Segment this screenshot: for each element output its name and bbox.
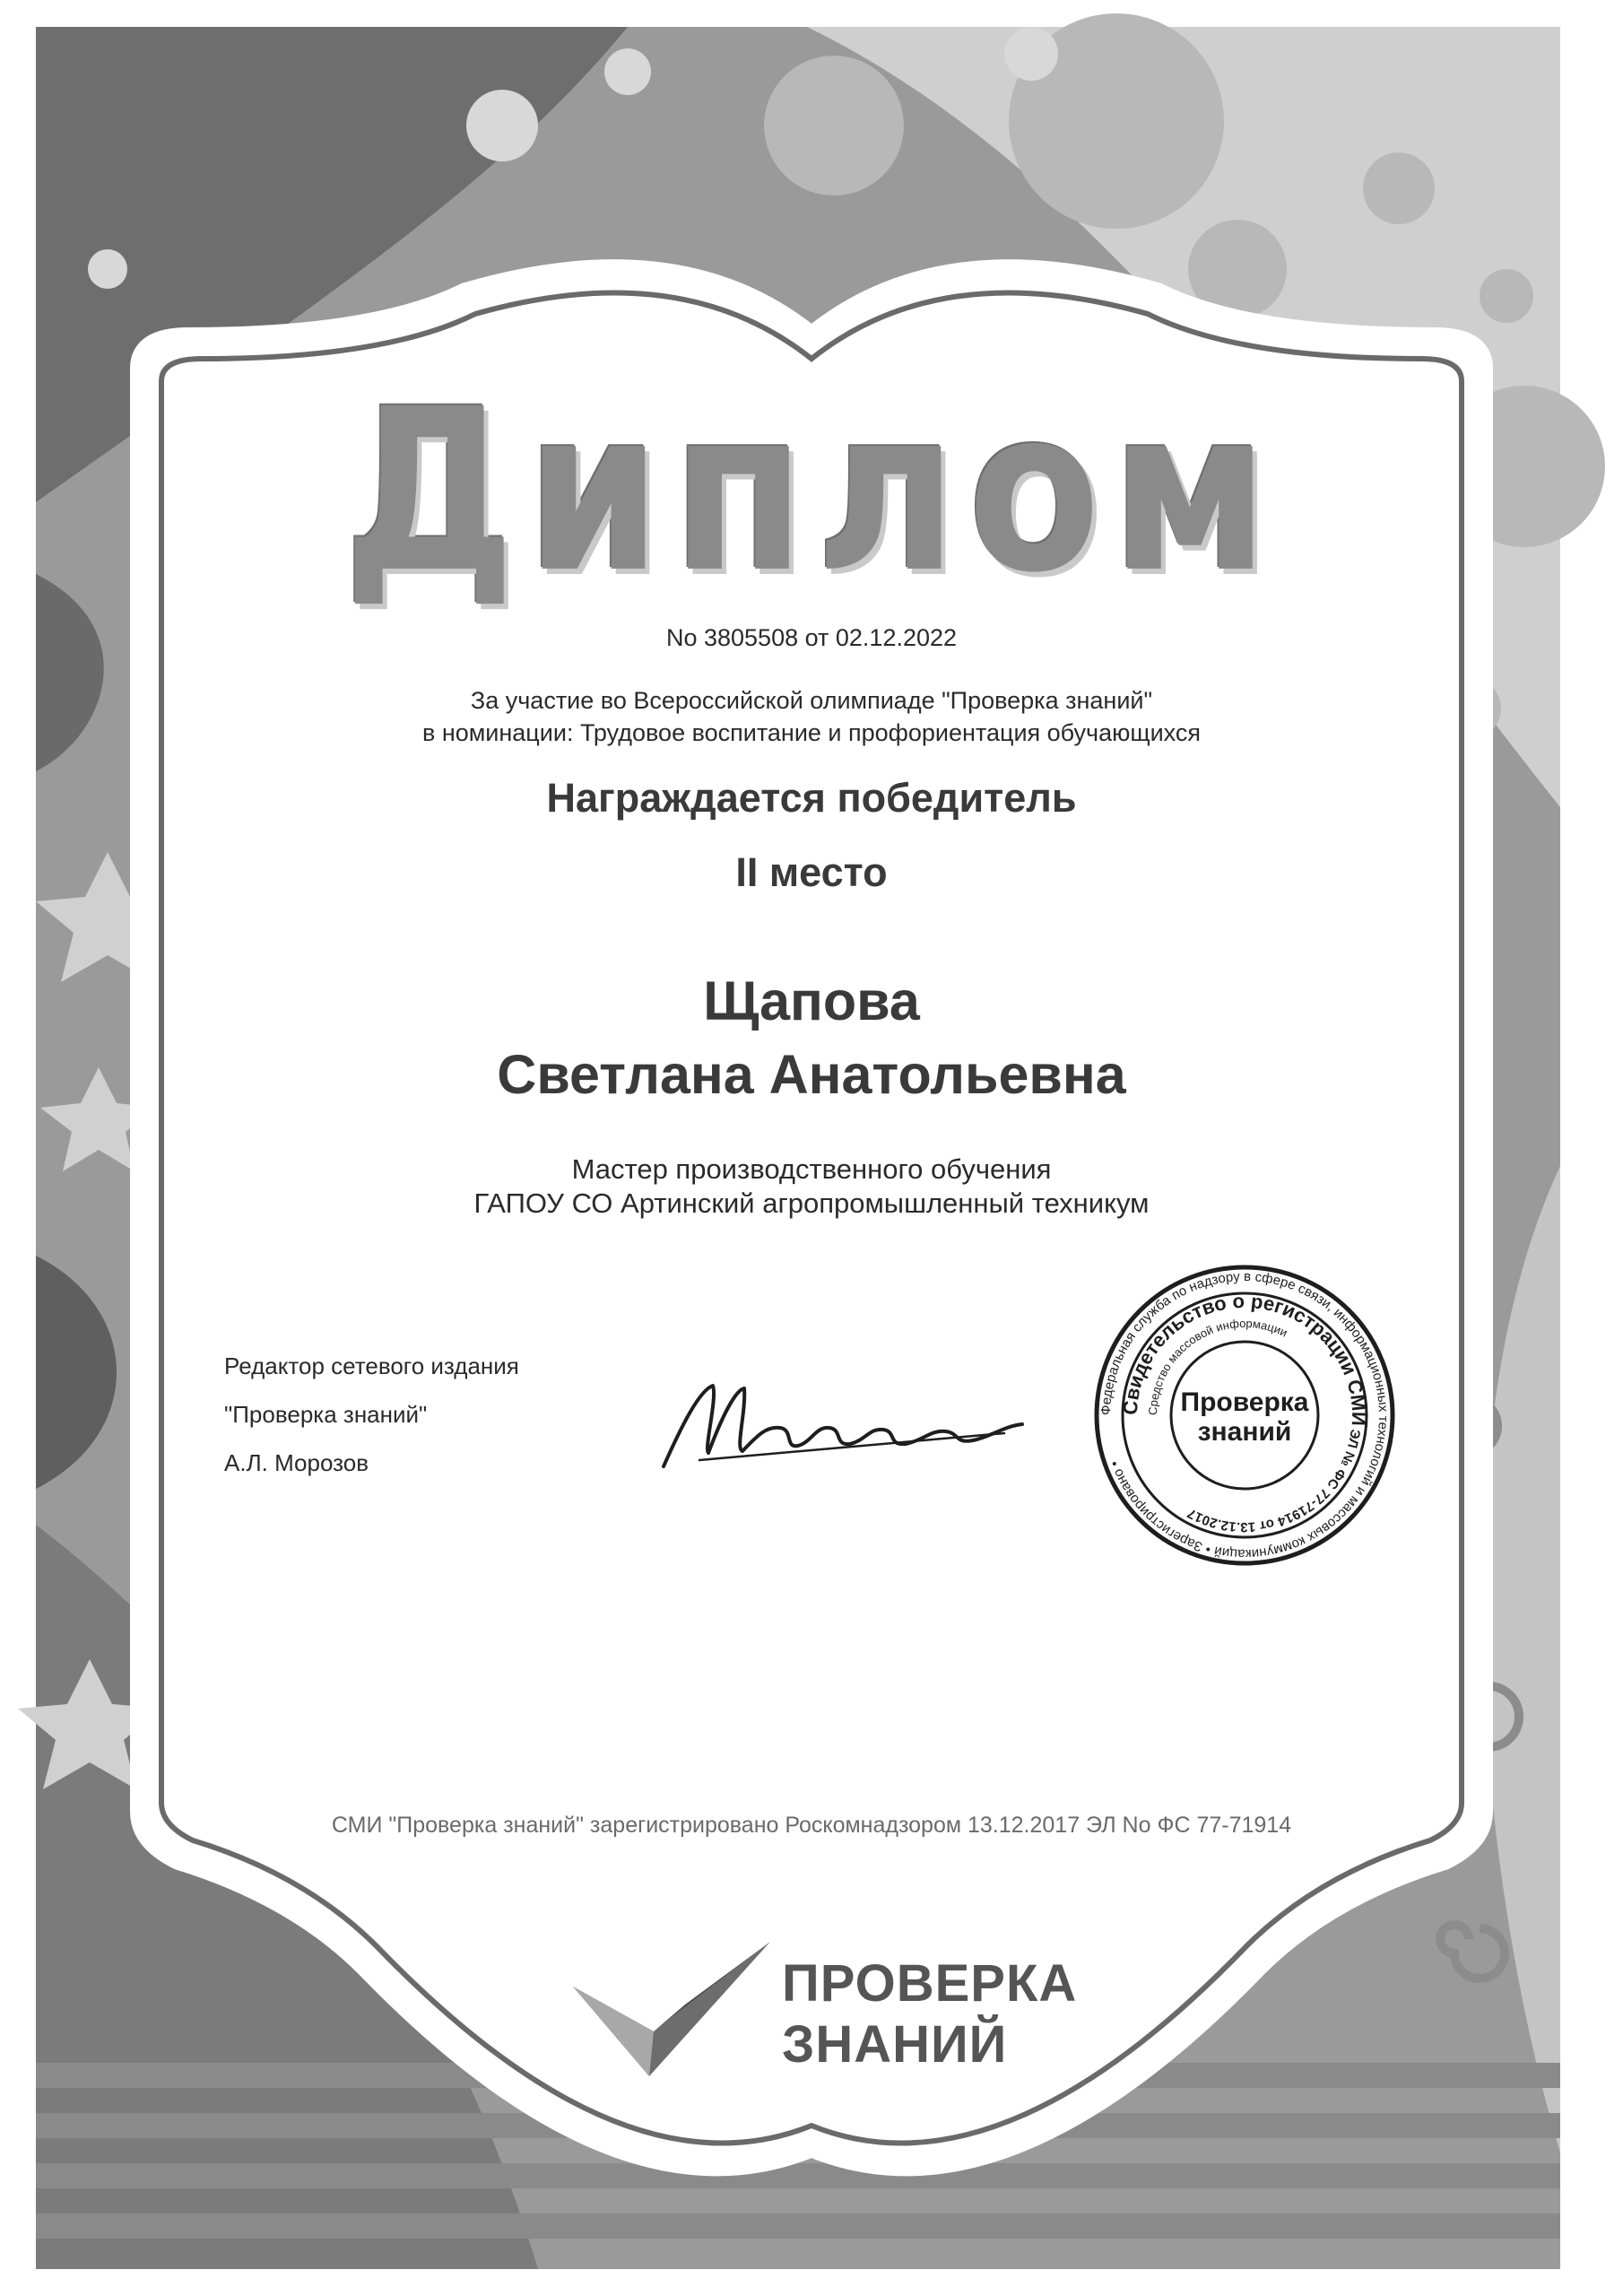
place-heading: II место (735, 849, 888, 895)
seal-center-line1: Проверка (1180, 1387, 1309, 1417)
recipient-surname: Щапова (703, 970, 920, 1031)
diploma-title: Диплом (343, 361, 1280, 622)
seal-center-line2: знаний (1197, 1417, 1292, 1447)
editor-publication: "Проверка знаний" (224, 1401, 428, 1428)
seal-middle-ring-text: Свидетельство о регистрации СМИ (1118, 1289, 1371, 1427)
recipient-given-names: Светлана Анатольевна (497, 1044, 1126, 1105)
recipient-position: Мастер производственного обучения (571, 1153, 1052, 1185)
seal-inner-ring-text: Средство массовой информации (1145, 1316, 1290, 1416)
seal-registration-ring-text: ЭЛ № ФС 77-71914 от 13.12.2017 (1185, 1428, 1363, 1535)
nomination-line: в номинации: Трудовое воспитание и профориентация обучающихся (421, 719, 1202, 746)
recipient-organization: ГАПОУ СО Артинский агропромышленный техникум (473, 1187, 1150, 1219)
editor-signature (646, 1363, 1031, 1489)
awarded-heading: Награждается победитель (546, 775, 1077, 821)
diploma-number: No 3805508 от 02.12.2022 (665, 624, 958, 651)
seal-outer-ring-text: Федеральная служба по надзору в сфере связи, информационных технологий и массовых коммуникаций • Зарегистрировано • (1098, 1268, 1392, 1562)
registration-seal (1092, 1263, 1397, 1568)
brand-name-line2: ЗНАНИЙ (782, 2015, 1008, 2074)
registration-note: СМИ "Проверка знаний" зарегистрировано Роскомнадзором 13.12.2017 ЭЛ No ФС 77-71914 (331, 1813, 1292, 1838)
editor-name: А.Л. Морозов (224, 1449, 369, 1476)
checkmark-logo-icon (568, 1937, 775, 2081)
editor-title: Редактор сетевого издания (224, 1352, 519, 1379)
brand-name-line1: ПРОВЕРКА (782, 1954, 1078, 2013)
participation-line: За участие во Всероссийской олимпиаде "Проверка знаний" (470, 687, 1153, 714)
